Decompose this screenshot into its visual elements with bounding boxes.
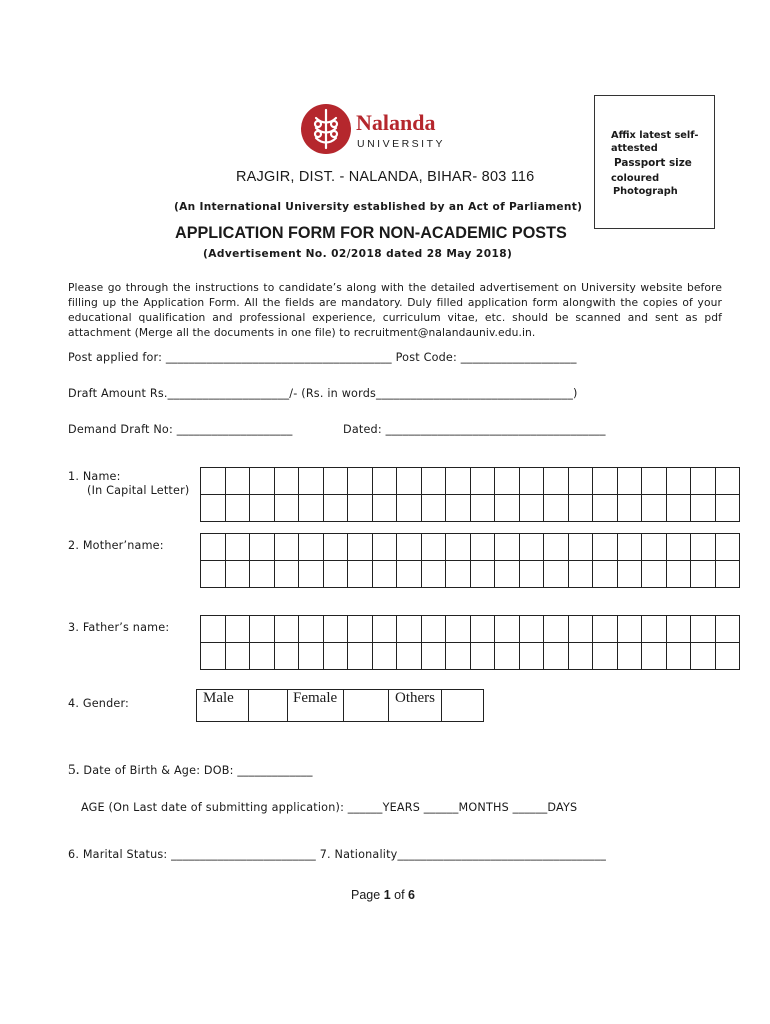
mother-name-letter-grid[interactable] (200, 533, 740, 588)
letter-box[interactable] (593, 616, 618, 643)
letter-box[interactable] (544, 561, 569, 588)
form-title: APPLICATION FORM FOR NON-ACADEMIC POSTS (175, 224, 567, 242)
page-current: 1 (383, 888, 391, 902)
letter-box[interactable] (666, 643, 691, 670)
letter-box[interactable] (617, 643, 642, 670)
letter-box[interactable] (201, 616, 226, 643)
letter-box[interactable] (446, 495, 471, 522)
letter-box[interactable] (568, 468, 593, 495)
letter-box[interactable] (593, 468, 618, 495)
letter-box[interactable] (642, 534, 667, 561)
gender-label: 4. Gender: (68, 697, 130, 710)
letter-box[interactable] (225, 616, 250, 643)
letter-box[interactable] (299, 616, 324, 643)
of-word: of (394, 888, 405, 902)
letter-box[interactable] (544, 495, 569, 522)
letter-box[interactable] (691, 616, 716, 643)
letter-box[interactable] (715, 495, 740, 522)
grid-row (201, 561, 740, 588)
letter-box[interactable] (715, 534, 740, 561)
letter-box[interactable] (642, 495, 667, 522)
letter-box[interactable] (299, 643, 324, 670)
letter-box[interactable] (323, 616, 348, 643)
letter-box[interactable] (323, 495, 348, 522)
letter-box[interactable] (715, 561, 740, 588)
letter-box[interactable] (715, 616, 740, 643)
letter-box[interactable] (250, 495, 275, 522)
photo-line1: Affix latest self- (611, 130, 699, 141)
letter-box[interactable] (372, 495, 397, 522)
letter-box[interactable] (397, 468, 422, 495)
letter-box[interactable] (666, 468, 691, 495)
letter-box[interactable] (201, 468, 226, 495)
letter-box[interactable] (544, 468, 569, 495)
letter-box[interactable] (617, 616, 642, 643)
university-established: (An International University established by an Act of Parliament) (174, 201, 583, 213)
gender-male-label: Male (197, 690, 249, 722)
letter-box[interactable] (348, 561, 373, 588)
letter-box[interactable] (666, 561, 691, 588)
letter-box[interactable] (274, 616, 299, 643)
letter-box[interactable] (470, 643, 495, 670)
letter-box[interactable] (348, 468, 373, 495)
letter-box[interactable] (372, 643, 397, 670)
letter-box[interactable] (495, 468, 520, 495)
letter-box[interactable] (519, 534, 544, 561)
letter-box[interactable] (225, 534, 250, 561)
post-applied-field[interactable]: Post applied for: _______________________________________ Post Code: ____________________ (68, 351, 577, 364)
grid-row (201, 643, 740, 670)
letter-box[interactable] (250, 616, 275, 643)
letter-box[interactable] (642, 561, 667, 588)
instructions-line: filling up the Application Form. All the fields are mandatory. Duly filled application form alongwith the copies of your (68, 296, 722, 309)
nalanda-emblem-icon (300, 100, 450, 158)
letter-box[interactable] (568, 616, 593, 643)
grid-row (201, 616, 740, 643)
letter-box[interactable] (666, 495, 691, 522)
letter-box[interactable] (691, 643, 716, 670)
photo-line5: Photograph (613, 186, 678, 197)
letter-box[interactable] (299, 561, 324, 588)
letter-box[interactable] (519, 468, 544, 495)
letter-box[interactable] (397, 495, 422, 522)
letter-box[interactable] (470, 616, 495, 643)
grid-row (201, 534, 740, 561)
letter-box[interactable] (201, 643, 226, 670)
university-logo (300, 100, 450, 158)
logo-sub: UNIVERSITY (357, 138, 446, 150)
letter-box[interactable] (274, 561, 299, 588)
logo-name: Nalanda (356, 110, 436, 135)
dob-number: 5. (68, 762, 80, 778)
letter-box[interactable] (323, 468, 348, 495)
letter-box[interactable] (446, 468, 471, 495)
father-name-label: 3. Father’s name: (68, 621, 170, 634)
letter-box[interactable] (495, 495, 520, 522)
letter-box[interactable] (495, 561, 520, 588)
letter-box[interactable] (201, 495, 226, 522)
letter-box[interactable] (250, 468, 275, 495)
instructions-paragraph (68, 280, 722, 340)
letter-box[interactable] (225, 468, 250, 495)
name-hint: (In Capital Letter) (87, 484, 190, 497)
letter-box[interactable] (593, 534, 618, 561)
letter-box[interactable] (470, 534, 495, 561)
demand-draft-field[interactable]: Demand Draft No: ____________________ (68, 423, 293, 436)
letter-box[interactable] (470, 561, 495, 588)
letter-box[interactable] (715, 468, 740, 495)
letter-box[interactable] (519, 495, 544, 522)
draft-amount-field[interactable]: Draft Amount Rs._____________________/- (Rs. in words__________________________________) (68, 387, 578, 400)
gender-options (196, 689, 484, 722)
letter-box[interactable] (544, 534, 569, 561)
letter-box[interactable] (617, 468, 642, 495)
page-indicator (351, 888, 415, 902)
letter-box[interactable] (666, 534, 691, 561)
letter-box[interactable] (421, 643, 446, 670)
letter-box[interactable] (568, 495, 593, 522)
letter-box[interactable] (201, 561, 226, 588)
advertisement-number: (Advertisement No. 02/2018 dated 28 May 2018) (203, 248, 513, 260)
letter-box[interactable] (470, 495, 495, 522)
letter-box[interactable] (397, 616, 422, 643)
gender-female-box[interactable] (344, 690, 389, 722)
gender-others-box[interactable] (442, 690, 484, 722)
page-total: 6 (408, 888, 415, 902)
instructions-line: Please go through the instructions to candidate’s along with the detailed advertisement on University website before (68, 281, 722, 294)
name-label: 1. Name: (68, 470, 121, 483)
grid-row (201, 468, 740, 495)
letter-box[interactable] (593, 643, 618, 670)
letter-box[interactable] (421, 616, 446, 643)
letter-box[interactable] (519, 561, 544, 588)
letter-box[interactable] (250, 561, 275, 588)
letter-box[interactable] (299, 534, 324, 561)
letter-box[interactable] (274, 534, 299, 561)
letter-box[interactable] (250, 643, 275, 670)
name-letter-grid[interactable] (200, 467, 740, 522)
photo-line2: attested (611, 143, 658, 154)
letter-box[interactable] (274, 495, 299, 522)
age-field[interactable]: AGE (On Last date of submitting application): ______YEARS ______MONTHS ______DAYS (81, 801, 578, 814)
photo-line3: Passport size (614, 157, 692, 169)
letter-box[interactable] (544, 643, 569, 670)
letter-box[interactable] (715, 643, 740, 670)
mother-name-label: 2. Mother’name: (68, 539, 164, 552)
letter-box[interactable] (691, 468, 716, 495)
letter-box[interactable] (568, 643, 593, 670)
letter-box[interactable] (495, 643, 520, 670)
letter-box[interactable] (372, 561, 397, 588)
letter-box[interactable] (495, 616, 520, 643)
letter-box[interactable] (323, 643, 348, 670)
photo-line4: coloured (611, 173, 660, 184)
grid-row (201, 495, 740, 522)
letter-box[interactable] (446, 616, 471, 643)
letter-box[interactable] (397, 643, 422, 670)
father-name-letter-grid[interactable] (200, 615, 740, 670)
letter-box[interactable] (617, 495, 642, 522)
letter-box[interactable] (372, 616, 397, 643)
letter-box[interactable] (421, 561, 446, 588)
marital-nationality-field[interactable]: 6. Marital Status: _________________________ 7. Nationality____________________________________ (68, 848, 607, 861)
letter-box[interactable] (568, 561, 593, 588)
university-address: RAJGIR, DIST. - NALANDA, BIHAR- 803 116 (236, 169, 535, 185)
letter-box[interactable] (642, 616, 667, 643)
letter-box[interactable] (568, 534, 593, 561)
letter-box[interactable] (691, 495, 716, 522)
letter-box[interactable] (470, 468, 495, 495)
photo-box (594, 95, 715, 229)
letter-box[interactable] (348, 495, 373, 522)
letter-box[interactable] (593, 495, 618, 522)
letter-box[interactable] (617, 561, 642, 588)
letter-box[interactable] (691, 561, 716, 588)
letter-box[interactable] (348, 616, 373, 643)
letter-box[interactable] (274, 468, 299, 495)
letter-box[interactable] (495, 534, 520, 561)
letter-box[interactable] (617, 534, 642, 561)
letter-box[interactable] (323, 534, 348, 561)
letter-box[interactable] (299, 495, 324, 522)
letter-box[interactable] (348, 534, 373, 561)
dob-field[interactable] (68, 762, 313, 779)
gender-female-label: Female (288, 690, 344, 722)
letter-box[interactable] (250, 534, 275, 561)
gender-male-box[interactable] (249, 690, 288, 722)
letter-box[interactable] (421, 468, 446, 495)
page-word: Page (351, 888, 381, 902)
dated-field[interactable]: Dated: ______________________________________ (343, 423, 606, 436)
letter-box[interactable] (225, 561, 250, 588)
dob-text: Date of Birth & Age: DOB: _____________ (83, 764, 313, 777)
letter-box[interactable] (372, 468, 397, 495)
letter-box[interactable] (642, 643, 667, 670)
letter-box[interactable] (299, 468, 324, 495)
letter-box[interactable] (519, 643, 544, 670)
letter-box[interactable] (593, 561, 618, 588)
letter-box[interactable] (397, 561, 422, 588)
instructions-line: attachment (Merge all the documents in one file) to recruitment@nalandauniv.edu.in. (68, 326, 536, 339)
letter-box[interactable] (348, 643, 373, 670)
letter-box[interactable] (446, 561, 471, 588)
letter-box[interactable] (397, 534, 422, 561)
letter-box[interactable] (421, 495, 446, 522)
letter-box[interactable] (519, 616, 544, 643)
gender-others-label: Others (389, 690, 442, 722)
letter-box[interactable] (201, 534, 226, 561)
letter-box[interactable] (666, 616, 691, 643)
letter-box[interactable] (446, 643, 471, 670)
letter-box[interactable] (274, 643, 299, 670)
letter-box[interactable] (544, 616, 569, 643)
letter-box[interactable] (225, 495, 250, 522)
letter-box[interactable] (446, 534, 471, 561)
letter-box[interactable] (225, 643, 250, 670)
instructions-line: educational qualification and professional experience, curriculum vitae, etc. should be scanned and sent as pdf (68, 311, 722, 324)
letter-box[interactable] (691, 534, 716, 561)
letter-box[interactable] (323, 561, 348, 588)
letter-box[interactable] (421, 534, 446, 561)
letter-box[interactable] (372, 534, 397, 561)
letter-box[interactable] (642, 468, 667, 495)
